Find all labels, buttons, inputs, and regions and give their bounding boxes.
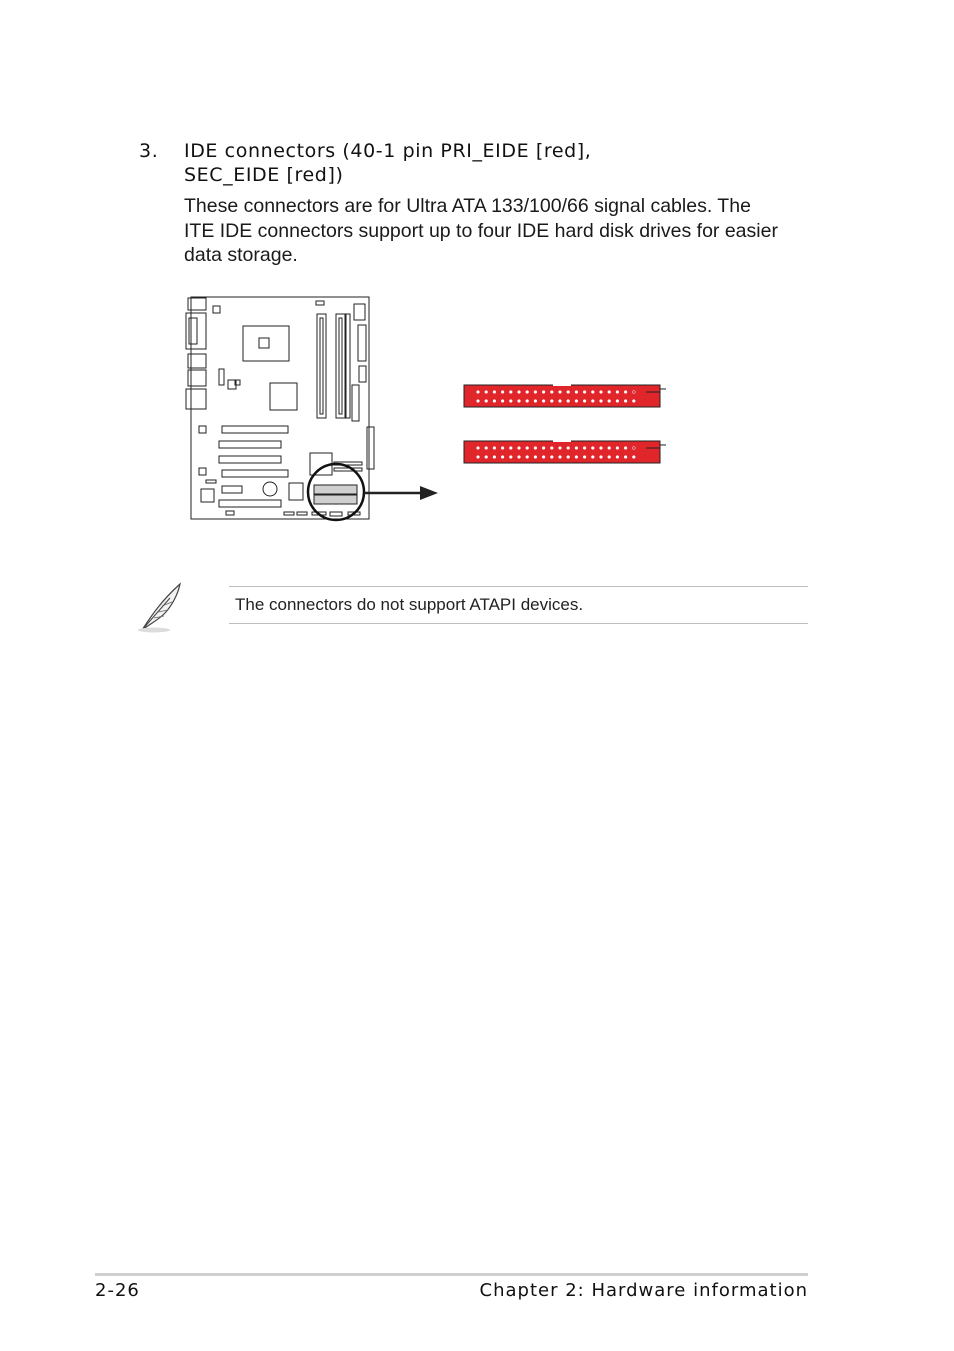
connector-pin bbox=[591, 447, 594, 450]
connector-pin bbox=[526, 456, 529, 459]
body-line-2: ITE IDE connectors support up to four IDE hard disk drives for easier bbox=[184, 219, 778, 242]
section-title-line-2: SEC_EIDE [red]) bbox=[184, 164, 344, 186]
connector-pin bbox=[493, 400, 496, 403]
connector-pin bbox=[526, 391, 529, 394]
connector-pin bbox=[518, 447, 521, 450]
connector-pin bbox=[583, 391, 586, 394]
connector-pin bbox=[616, 400, 619, 403]
connector-pin bbox=[485, 447, 488, 450]
connector-pin bbox=[567, 456, 570, 459]
connector-pin bbox=[624, 400, 627, 403]
connector-pin bbox=[493, 447, 496, 450]
connector-pin bbox=[550, 400, 553, 403]
connector-pin bbox=[501, 447, 504, 450]
ide-connector-secondary bbox=[464, 440, 666, 463]
motherboard-diagram bbox=[0, 0, 954, 560]
section-number: 3. bbox=[139, 140, 159, 162]
connector-pin bbox=[575, 456, 578, 459]
connector-pin bbox=[477, 391, 480, 394]
connector-pin bbox=[600, 456, 603, 459]
connector-pin bbox=[583, 447, 586, 450]
connector-pin bbox=[542, 391, 545, 394]
note-box bbox=[229, 586, 808, 624]
connector-pin bbox=[583, 456, 586, 459]
connector-pin bbox=[534, 400, 537, 403]
connector-pin bbox=[501, 391, 504, 394]
connector-pin bbox=[542, 447, 545, 450]
connector-pin bbox=[591, 456, 594, 459]
connector-pin bbox=[567, 391, 570, 394]
connector-pin bbox=[526, 400, 529, 403]
footer-rule bbox=[95, 1273, 808, 1276]
section-title-line-1: IDE connectors (40-1 pin PRI_EIDE [red], bbox=[184, 140, 592, 162]
connector-pin bbox=[485, 456, 488, 459]
note-text: The connectors do not support ATAPI devices. bbox=[235, 595, 584, 614]
connector-pin bbox=[600, 400, 603, 403]
connector-pin bbox=[591, 391, 594, 394]
connector-pin bbox=[624, 447, 627, 450]
connector-pin bbox=[542, 400, 545, 403]
connector-pin bbox=[559, 400, 562, 403]
connector-pin bbox=[616, 456, 619, 459]
connector-pin bbox=[600, 447, 603, 450]
connector-key-notch bbox=[553, 440, 571, 442]
connector-pin bbox=[509, 391, 512, 394]
connector-pin bbox=[567, 400, 570, 403]
connector-pin bbox=[477, 456, 480, 459]
ide-connector-primary bbox=[464, 384, 666, 407]
connector-pin bbox=[518, 456, 521, 459]
connector-pin bbox=[632, 456, 635, 459]
connector-pin bbox=[600, 391, 603, 394]
connector-pin bbox=[616, 447, 619, 450]
feather-quill-icon bbox=[136, 580, 186, 634]
connector-pin bbox=[567, 447, 570, 450]
connector-pin bbox=[559, 456, 562, 459]
connector-pin bbox=[632, 400, 635, 403]
connector-pin bbox=[493, 456, 496, 459]
connector-pin bbox=[534, 456, 537, 459]
connector-pin bbox=[591, 400, 594, 403]
connector-pin bbox=[624, 391, 627, 394]
connector-pin bbox=[501, 400, 504, 403]
connector-pin bbox=[493, 391, 496, 394]
connector-pin bbox=[509, 456, 512, 459]
connector-pin bbox=[550, 391, 553, 394]
connector-pin bbox=[608, 447, 611, 450]
connector-pin bbox=[534, 447, 537, 450]
connector-pin bbox=[608, 391, 611, 394]
connector-pin bbox=[509, 400, 512, 403]
connector-pin bbox=[616, 391, 619, 394]
connector-pin bbox=[575, 447, 578, 450]
page-number: 2-26 bbox=[95, 1280, 140, 1301]
motherboard-layout bbox=[186, 297, 374, 519]
connector-pin bbox=[608, 400, 611, 403]
pointer-arrow bbox=[364, 486, 438, 500]
connector-pin bbox=[534, 391, 537, 394]
connector-pin bbox=[542, 456, 545, 459]
connector-pin bbox=[624, 456, 627, 459]
connector-pin bbox=[559, 391, 562, 394]
connector-key-notch bbox=[553, 384, 571, 386]
connector-pin bbox=[501, 456, 504, 459]
connector-pin bbox=[518, 400, 521, 403]
chapter-title: Chapter 2: Hardware information bbox=[479, 1280, 808, 1301]
connector-pin bbox=[550, 456, 553, 459]
connector-pin bbox=[485, 400, 488, 403]
body-line-3: data storage. bbox=[184, 244, 298, 266]
connector-pin bbox=[526, 447, 529, 450]
connector-pin bbox=[583, 400, 586, 403]
connector-pin bbox=[559, 447, 562, 450]
connector-pin bbox=[477, 447, 480, 450]
connector-pin bbox=[509, 447, 512, 450]
connector-pin bbox=[518, 391, 521, 394]
body-line-1: These connectors are for Ultra ATA 133/100/66 signal cables. The bbox=[184, 195, 751, 217]
connector-body bbox=[464, 385, 660, 407]
connector-pin bbox=[477, 400, 480, 403]
connector-pin bbox=[575, 400, 578, 403]
connector-pin bbox=[485, 391, 488, 394]
connector-body bbox=[464, 441, 660, 463]
connector-pin bbox=[608, 456, 611, 459]
connector-pin bbox=[575, 391, 578, 394]
connector-pin bbox=[550, 447, 553, 450]
